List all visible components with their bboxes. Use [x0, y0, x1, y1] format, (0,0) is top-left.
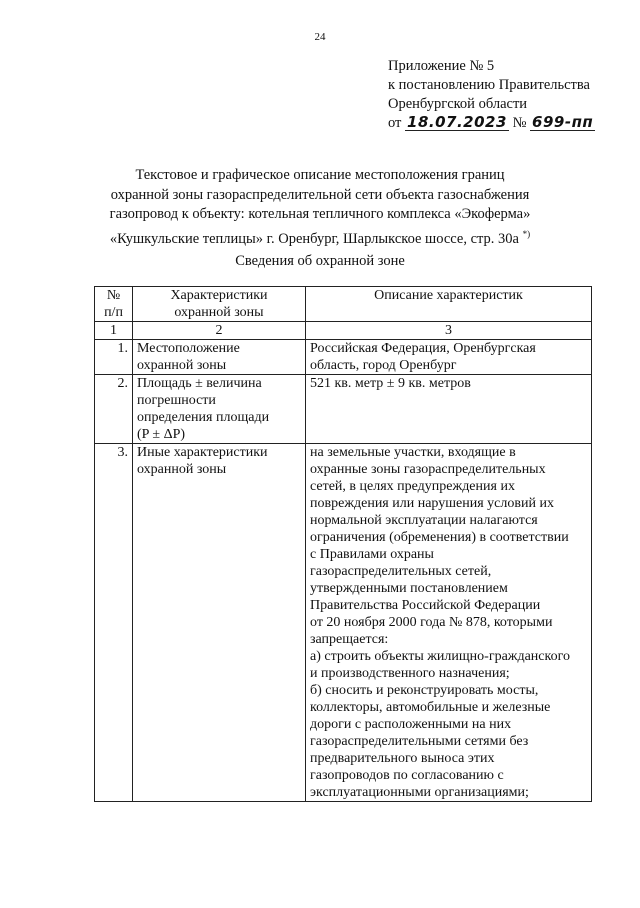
- handwritten-number: 699-пп: [532, 113, 594, 131]
- page-number: 24: [314, 31, 326, 43]
- index-cell: 1: [95, 322, 133, 340]
- index-cell: 3: [306, 322, 592, 340]
- title-line-1: Текстовое и графическое описание местоположения границ: [135, 167, 505, 183]
- appendix-line-2: к постановлению Правительства: [388, 77, 590, 93]
- table-row: [95, 375, 592, 444]
- row-number: 3.: [95, 444, 133, 802]
- table-row: [95, 340, 592, 375]
- index-cell: 2: [133, 322, 306, 340]
- section-title: Сведения об охранной зоне: [235, 253, 405, 269]
- appendix-line-1: Приложение № 5: [388, 58, 495, 74]
- row-description: Российская Федерация, Оренбургская область, город Оренбург: [306, 340, 592, 375]
- row-characteristic: Площадь ± величина погрешности определения площади (P ± ΔP): [133, 375, 306, 444]
- document-title: [80, 166, 560, 249]
- row-characteristic: Иные характеристики охранной зоны: [133, 444, 306, 802]
- header-number: № п/п: [95, 287, 133, 322]
- row-number: 1.: [95, 340, 133, 375]
- table-row: [95, 444, 592, 802]
- table-index-row: [95, 322, 592, 340]
- title-line-4-wrap: [80, 225, 560, 249]
- row-description: 521 кв. метр ± 9 кв. метров: [306, 375, 592, 444]
- footnote-mark: *): [522, 228, 531, 239]
- appendix-line-3: Оренбургской области: [388, 96, 528, 112]
- appendix-number-sign: №: [512, 115, 527, 131]
- handwritten-date: 18.07.2023: [407, 113, 507, 131]
- appendix-from-prefix: от: [388, 115, 402, 131]
- zone-info-table: [94, 286, 592, 802]
- header-characteristic: Характеристики охранной зоны: [133, 287, 306, 322]
- row-number: 2.: [95, 375, 133, 444]
- appendix-date-line: [388, 114, 595, 133]
- row-characteristic: Местоположение охранной зоны: [133, 340, 306, 375]
- title-line-4: «Кушкульские теплицы» г. Оренбург, Шарлыкское шоссе, стр. 30а: [109, 230, 519, 247]
- row-description: на земельные участки, входящие в охранные зоны газораспределительных сетей, в целях предупреждения их повреждения или нарушения условий их нормальной эксплуатации налагаются ограничения (обременения) в соответствии с Правилами охраны газораспределительных сетей, утвержденными постановлением Правительства Российской Федерации от 20 ноября 2000 года № 878, которыми запрещается: а) строить объекты жилищно-гражданского и производственного назначения; б) сносить и реконструировать мосты, коллекторы, автомобильные и железные дороги с расположенными на них газораспределительными сетями без предварительного выноса этих газопроводов по согласованию с эксплуатационными организациями;: [306, 444, 592, 802]
- appendix-block: [388, 57, 595, 133]
- title-line-3: газопровод к объекту: котельная тепличного комплекса «Экоферма»: [109, 206, 531, 222]
- header-description: Описание характеристик: [306, 287, 592, 322]
- table-header-row: [95, 287, 592, 322]
- title-line-2: охранной зоны газораспределительной сети объекта газоснабжения: [110, 186, 530, 203]
